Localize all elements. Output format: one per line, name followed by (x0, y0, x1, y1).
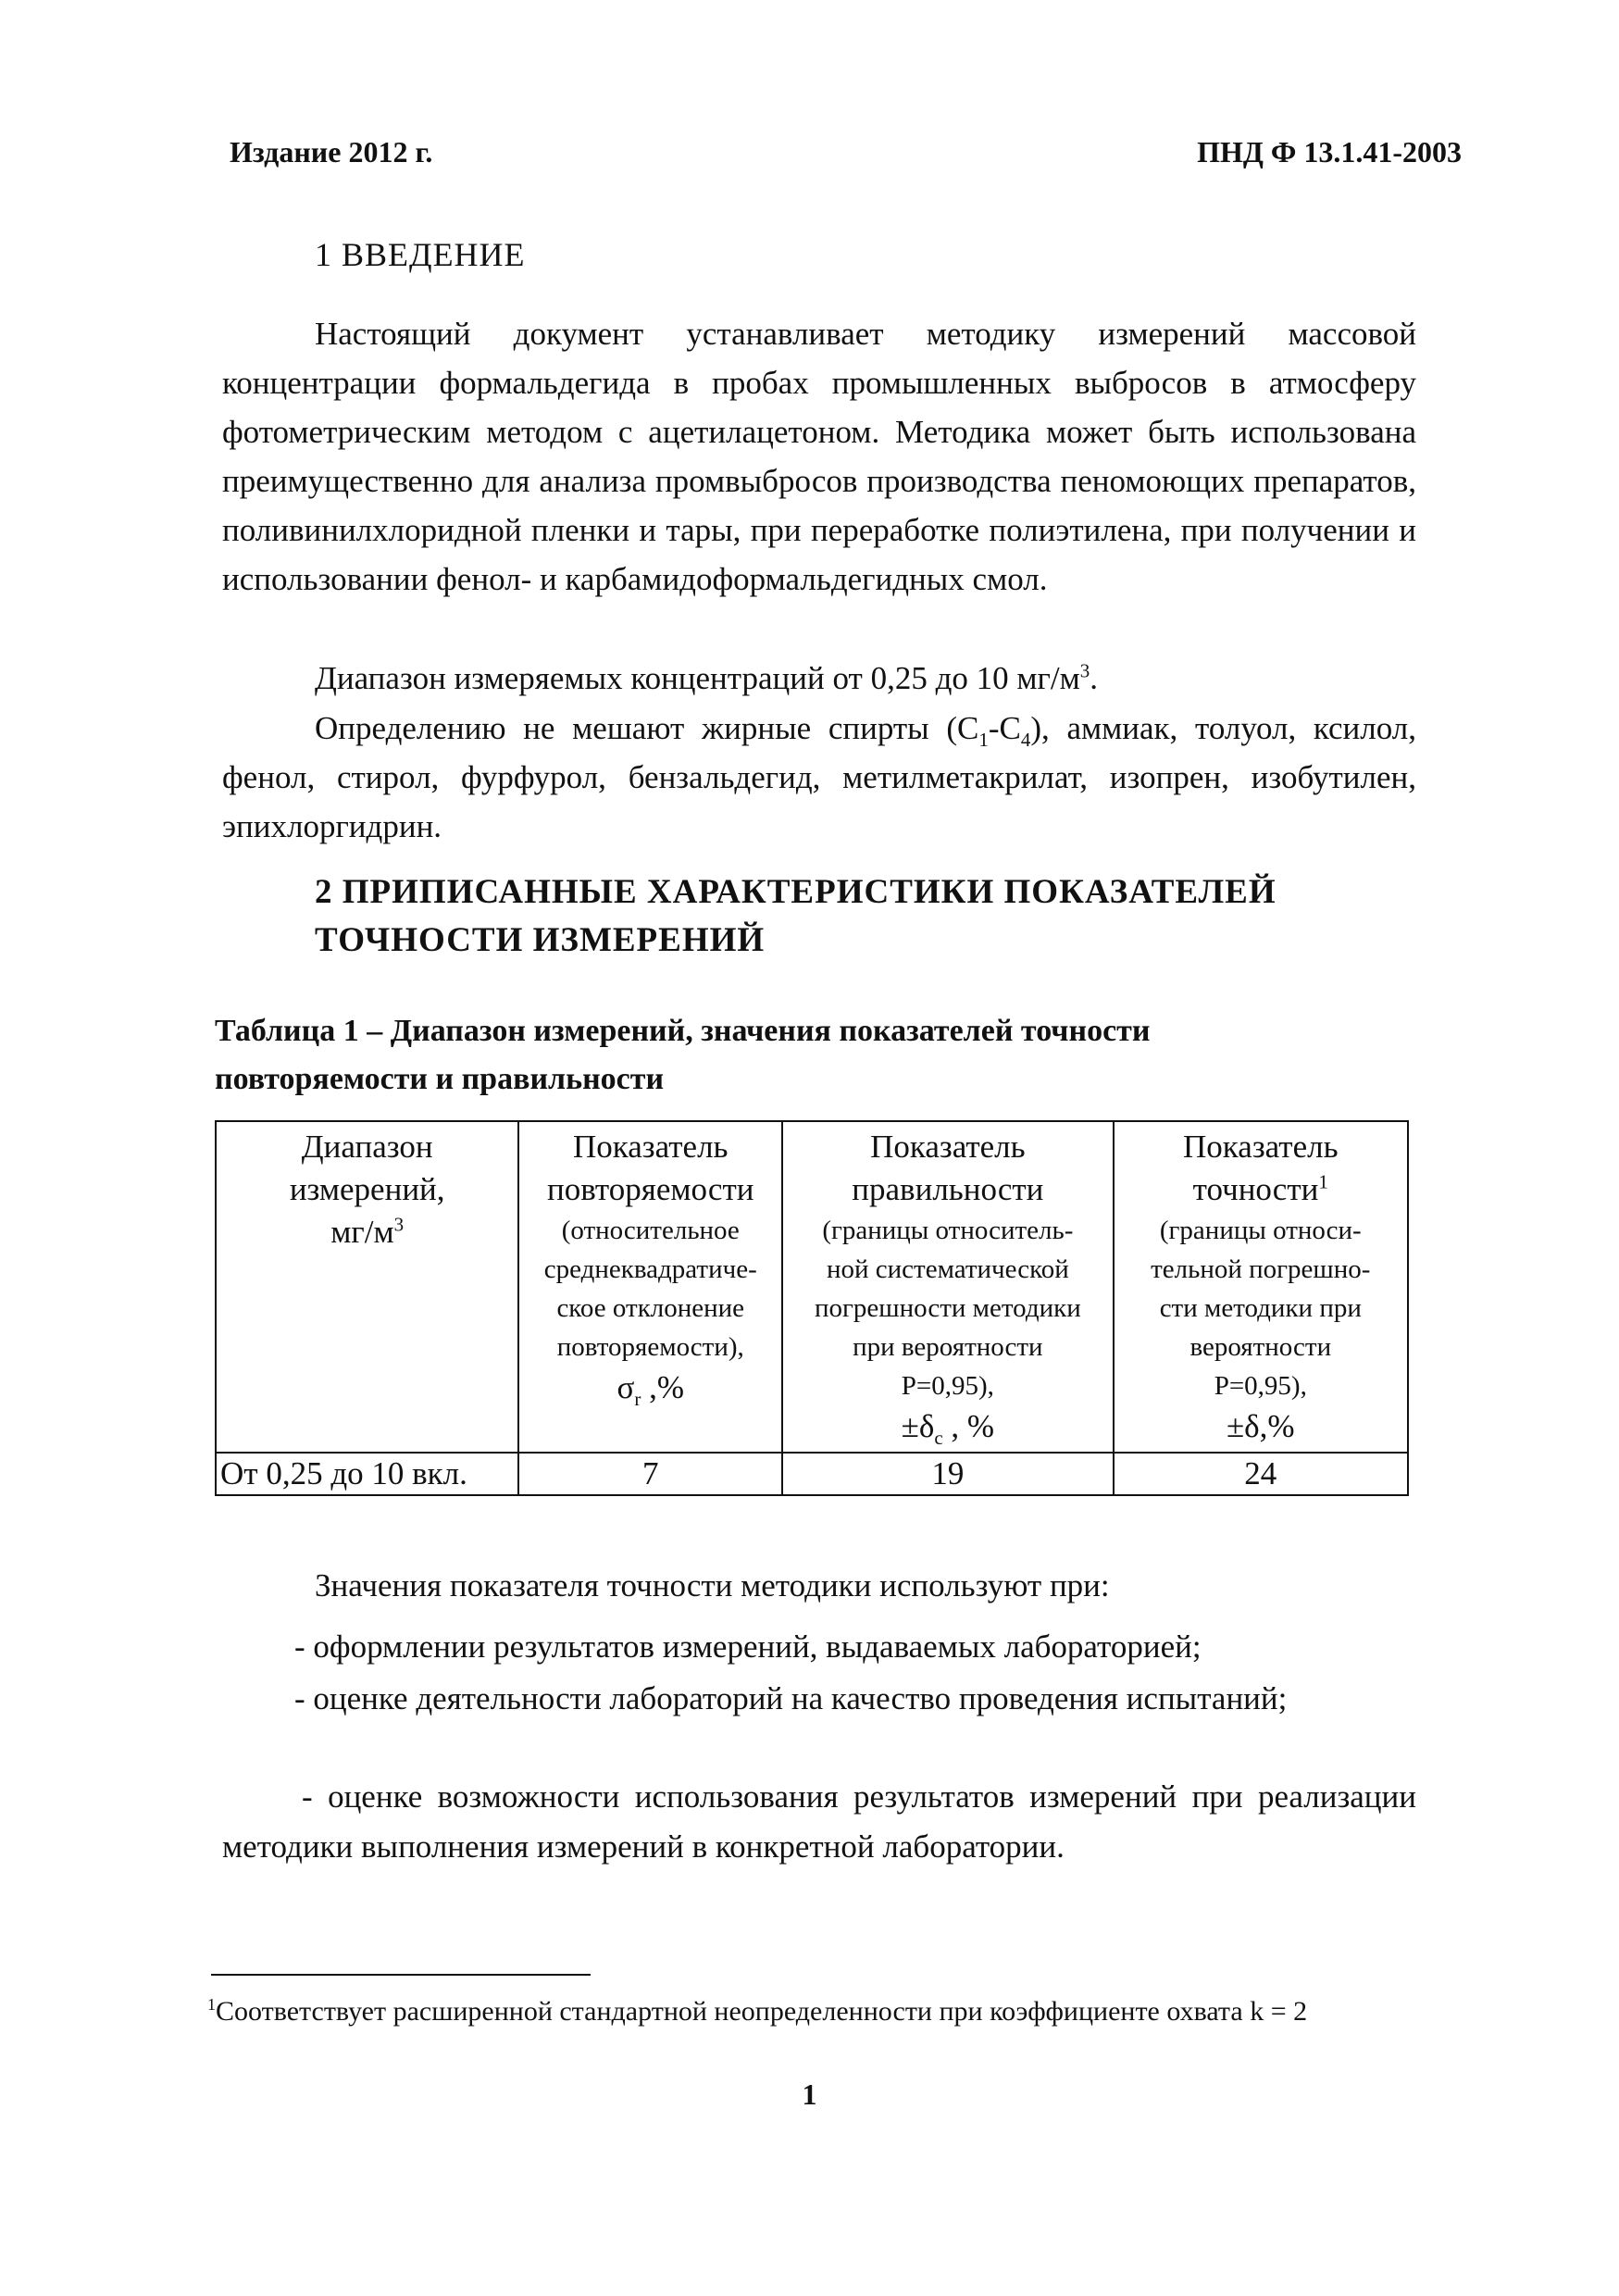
header-range (216, 1121, 518, 1453)
document-code: ПНД Ф 13.1.41-2003 (1197, 135, 1462, 168)
table-caption-line-2: повторяемости и правильности (215, 1062, 665, 1096)
paragraph-end: . (1090, 660, 1099, 696)
section-2-title (315, 868, 1277, 965)
section-1-paragraph-3 (222, 704, 1416, 851)
unit: мг/м (330, 1214, 394, 1250)
section-2-title-line-1: 2 ПРИПИСАННЫЕ ХАРАКТЕРИСТИКИ ПОКАЗАТЕЛЕЙ (315, 873, 1277, 911)
cell-range: От 0,25 до 10 вкл. (216, 1453, 518, 1495)
header-subtext: сти методики при (1159, 1293, 1362, 1323)
header-text: измерений, (289, 1171, 445, 1207)
paragraph-text: Диапазон измеряемых концентраций от 0,25 до 10 мг/м (315, 660, 1080, 696)
edition-label: Издание 2012 г. (230, 135, 433, 168)
header-symbol: ±δ,% (1226, 1408, 1295, 1444)
table-caption-line-1: Таблица 1 – Диапазон измерений, значения показателей точности (215, 1014, 1151, 1048)
subscript: r (634, 1388, 641, 1410)
paragraph-text: ), аммиак, толуол, ксилол, фенол, стирол, фурфурол, бензальдегид, метилметакрилат, изопрен, изобутилен, эпихлоргидрин. (222, 710, 1416, 844)
footnote-mark: 1 (1318, 1170, 1328, 1193)
table-row (216, 1453, 1408, 1495)
header-subtext: повторяемости), (556, 1332, 744, 1362)
header-subtext: P=0,95), (901, 1371, 994, 1401)
page-header (222, 135, 1462, 172)
header-word: точности (1192, 1171, 1319, 1207)
header-subtext: (относительное (561, 1216, 740, 1245)
cell-trueness: 19 (782, 1453, 1113, 1495)
subscript: 4 (1020, 729, 1031, 751)
superscript: 3 (393, 1213, 405, 1236)
table-header-row (216, 1121, 1408, 1453)
header-subtext: погрешности методики (814, 1293, 1081, 1323)
usage-intro (222, 1561, 1416, 1611)
section-2-title-line-2: ТОЧНОСТИ ИЗМЕРЕНИЙ (315, 921, 766, 959)
usage-item-2 (222, 1674, 1416, 1724)
list-item-text: - оценке возможности использования результатов измерений при реализации методики выполнения измерений в конкретной лаборатории. (222, 1778, 1416, 1865)
header-text: повторяемости (547, 1171, 754, 1207)
footnote-text: Соответствует расширенной стандартной неопределенности при коэффициенте охвата k = 2 (216, 1996, 1308, 2027)
section-1-paragraph-2 (222, 654, 1416, 703)
header-subtext: вероятности (1189, 1332, 1332, 1362)
header-text: Показатель (870, 1129, 1026, 1165)
header-trueness (782, 1121, 1113, 1453)
header-text: Диапазон (301, 1129, 433, 1165)
symbol: σ (616, 1369, 635, 1405)
header-subtext: ское отклонение (556, 1293, 745, 1323)
subscript: 1 (978, 729, 989, 751)
section-1-paragraph-1 (222, 309, 1416, 604)
symbol: ±δ (901, 1408, 935, 1444)
paragraph-text: Значения показателя точности методики используют при: (315, 1567, 1110, 1603)
usage-item-3 (222, 1772, 1416, 1872)
paragraph-text: Настоящий документ устанавливает методику измерений массовой концентрации формальдегида в пробах промышленных выбросов в атмосферу фотометрическим методом с ацетилацетоном. Методика может быть использована преимущественно для анализа промвыбросов производства пеномоющих препаратов, поливинилхлоридной пленки и тары, при переработке полиэтилена, при получении и использовании фенол- и карбамидоформальдегидных смол. (222, 316, 1416, 597)
header-repeatability (518, 1121, 782, 1453)
paragraph-text: -C (988, 710, 1021, 746)
header-text: правильности (852, 1171, 1044, 1207)
list-item-text: - оформлении результатов измерений, выдаваемых лабораторией; (294, 1628, 1202, 1665)
header-symbol (523, 1366, 778, 1409)
symbol-unit: ,% (641, 1369, 685, 1405)
cell-repeatability: 7 (518, 1453, 782, 1495)
header-subtext: (границы относитель- (822, 1216, 1074, 1245)
table-caption (215, 1007, 1150, 1104)
superscript: 3 (1079, 659, 1090, 682)
page-number: 1 (802, 2078, 817, 2111)
footnote-mark: 1 (207, 1995, 216, 2014)
header-text: Показатель (573, 1129, 729, 1165)
header-accuracy (1114, 1121, 1408, 1453)
symbol-unit: , % (942, 1408, 995, 1444)
header-subtext: (границы относи- (1159, 1216, 1362, 1245)
header-subtext: тельной погрешно- (1151, 1254, 1371, 1284)
subscript: c (934, 1427, 943, 1449)
footnote (207, 1992, 1401, 2031)
header-text (220, 1211, 514, 1254)
accuracy-table (215, 1120, 1409, 1496)
footnote-separator (211, 1974, 591, 1976)
paragraph-text: Определению не мешают жирные спирты (C (315, 710, 979, 746)
header-subtext: при вероятности (853, 1332, 1043, 1362)
header-symbol (787, 1405, 1108, 1448)
header-subtext: P=0,95), (1214, 1371, 1307, 1401)
header-text: Показатель (1183, 1129, 1339, 1165)
header-subtext: среднеквадратиче- (543, 1254, 757, 1284)
list-item-text: - оценке деятельности лабораторий на качество проведения испытаний; (294, 1680, 1288, 1716)
usage-item-1 (222, 1622, 1416, 1672)
cell-accuracy: 24 (1114, 1453, 1408, 1495)
header-subtext: ной систематической (826, 1254, 1069, 1284)
section-1-title: 1 ВВЕДЕНИЕ (315, 236, 526, 273)
header-text (1118, 1168, 1403, 1211)
